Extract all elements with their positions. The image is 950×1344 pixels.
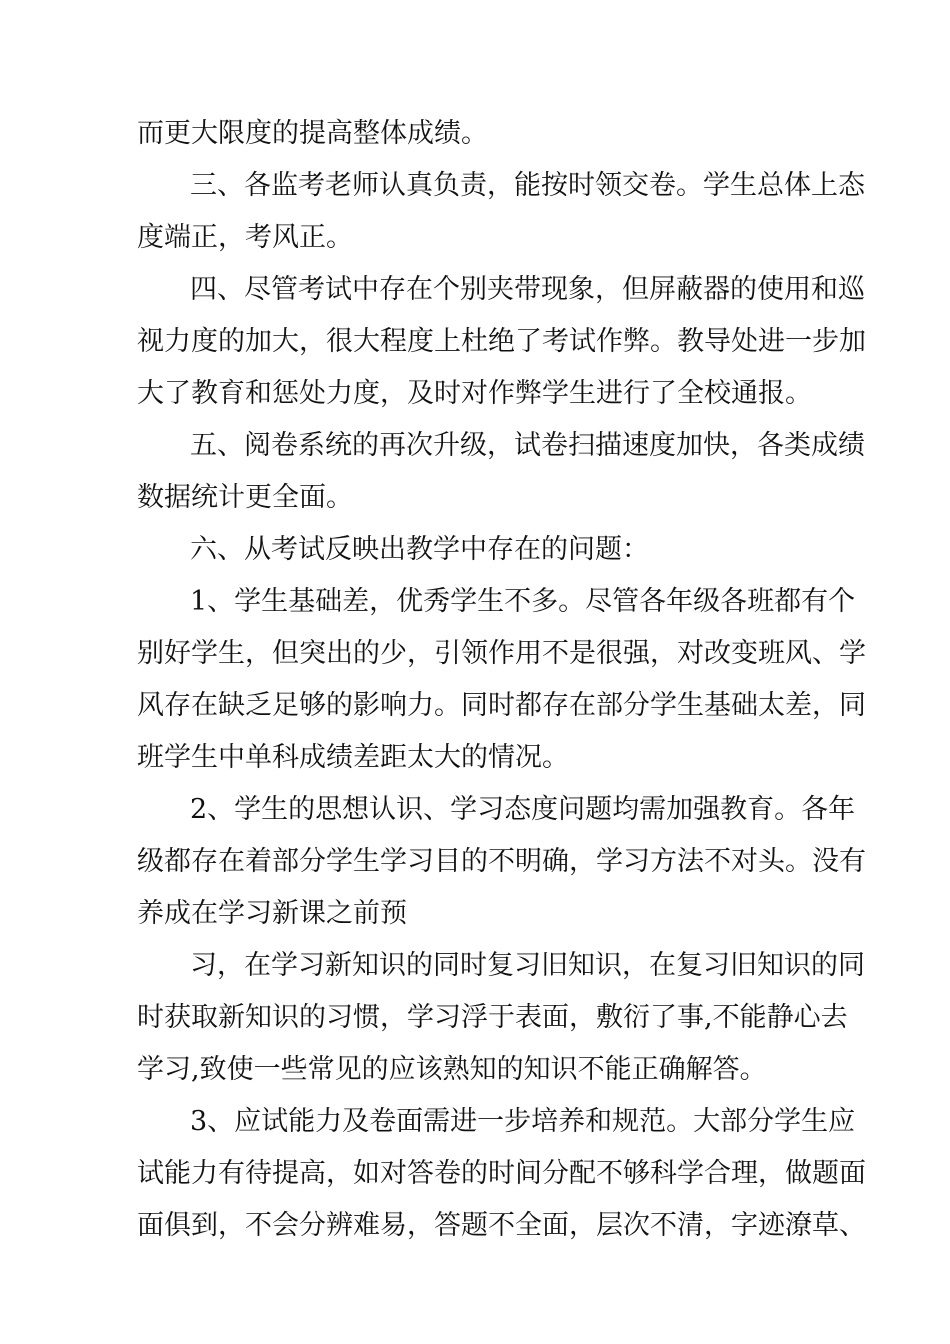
- item-2-line-5: 时获取新知识的习惯，学习浮于表面，敷衍了事,不能静心去: [137, 1002, 848, 1033]
- paragraph-4-line-2: 视力度的加大，很大程度上杜绝了考试作弊。教导处进一步加: [137, 326, 866, 357]
- paragraph-5-line-2: 数据统计更全面。: [137, 482, 353, 513]
- item-2-line-1: 2、学生的思想认识、学习态度问题均需加强教育。各年: [190, 794, 856, 825]
- paragraph-4-line-1: 四、尽管考试中存在个别夹带现象，但屏蔽器的使用和巡: [190, 274, 865, 305]
- text-line-1: 而更大限度的提高整体成绩。: [137, 118, 488, 149]
- item-1-line-3: 风存在缺乏足够的影响力。同时都存在部分学生基础太差，同: [137, 690, 866, 721]
- item-2-line-6: 学习,致使一些常见的应该熟知的知识不能正确解答。: [137, 1054, 767, 1085]
- item-3-line-3: 面俱到，不会分辨难易，答题不全面，层次不清，字迹潦草、: [137, 1210, 866, 1241]
- item-3-line-1: 3、应试能力及卷面需进一步培养和规范。大部分学生应: [190, 1106, 856, 1137]
- item-2-line-4: 习，在学习新知识的同时复习旧知识，在复习旧知识的同: [190, 950, 865, 981]
- item-3-line-2: 试能力有待提高，如对答卷的时间分配不够科学合理，做题面: [137, 1158, 866, 1189]
- item-2-line-3: 养成在学习新课之前预: [137, 898, 407, 929]
- paragraph-5-line-1: 五、阅卷系统的再次升级，试卷扫描速度加快，各类成绩: [190, 430, 865, 461]
- paragraph-3-line-2: 度端正，考风正。: [137, 222, 353, 253]
- item-2-line-2: 级都存在着部分学生学习目的不明确，学习方法不对头。没有: [137, 846, 866, 877]
- item-1-line-4: 班学生中单科成绩差距太大的情况。: [137, 742, 569, 773]
- item-1-line-2: 别好学生，但突出的少，引领作用不是很强，对改变班风、学: [137, 638, 866, 669]
- paragraph-3-line-1: 三、各监考老师认真负责，能按时领交卷。学生总体上态: [190, 170, 865, 201]
- item-1-line-1: 1、学生基础差，优秀学生不多。尽管各年级各班都有个: [190, 586, 856, 617]
- paragraph-4-line-3: 大了教育和惩处力度，及时对作弊学生进行了全校通报。: [137, 378, 812, 409]
- section-6-heading: 六、从考试反映出教学中存在的问题：: [190, 534, 649, 565]
